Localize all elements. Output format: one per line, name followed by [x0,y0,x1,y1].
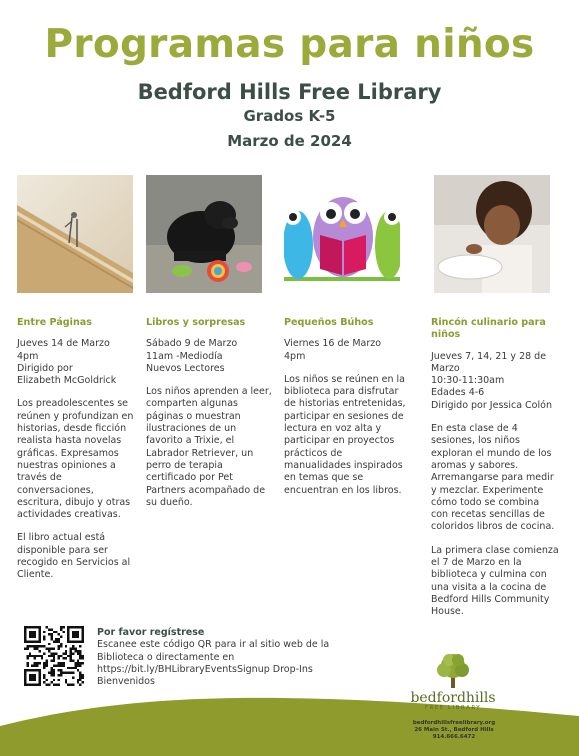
program-libros-y-sorpresas [146,317,272,520]
contact-info [405,720,503,741]
owls-reading-illustration [284,175,400,293]
program-detail: Jueves 14 de Marzo [17,338,110,350]
program-pequenos-buhos [284,317,412,508]
program-description: El libro actual está disponible para ser recogido en Servicios al Cliente. [17,532,131,581]
program-rincon-culinario [431,317,559,630]
address: 26 Main St., Bedford Hills [414,727,494,733]
program-entre-paginas [17,317,137,593]
child-cooking-photo [434,175,550,293]
library-brand [405,690,501,711]
program-detail: 11am -Mediodía [146,350,223,362]
program-detail: Dirigido por [17,362,73,374]
month-label: Marzo de 2024 [227,132,352,150]
program-description: Los niños aprenden a leer, comparten algunas páginas o muestran ilustraciones de un favorito a Trixie, el Labrador Retriever, un perro de terapia certificado por Pet Partners acompañado de su dueño. [146,386,272,508]
program-description: En esta clase de 4 sesiones, los niños exploran el mundo de los aromas y sabores. Arremangarse para medir y mezclar. Experimente cómo todo se combina con recetas sencillas de coloridos libros de cocina. [431,423,555,533]
program-description: La primera clase comienza el 7 de Marzo en la biblioteca y culmina con una visita a la cocina de Bedford Hills Community House. [431,544,559,618]
page-title: Programas para niños [44,22,535,67]
program-detail: Elizabeth McGoldrick [17,375,117,387]
program-description: Los niños se reúnen en la biblioteca para disfrutar de historias entretenidas, participar en sesiones de lectura en voz alta y participar en proyectos prácticos de manualidades inspirados en temas que se encuentran en los libros. [284,373,406,496]
registration-text: Escanee este código QR para ir al sitio web de la Biblioteca o directamente en https://bit.ly/BHLibraryEventsSignup Drop-Ins Bienvenidos [97,639,330,688]
program-title: Entre Páginas [17,317,92,328]
program-description: Los preadolescentes se reúnen y profundizan en historias, desde ficción realista hasta novelas gráficas. Expresamos nuestras opiniones a través de conversaciones, escritura, dibujo y otras actividades creativas. [17,398,134,521]
brand-sub: FREE LIBRARY [424,705,482,711]
program-title: Rincón culinario para niños [431,317,546,341]
program-detail: Sábado 9 de Marzo [146,338,238,350]
registration-block [97,627,337,688]
phone: 914.666.6472 [432,734,476,740]
program-detail: Viernes 16 de Marzo [284,338,382,350]
grades-label: Grados K-5 [243,107,336,125]
brand-name: bedfordhills [410,690,496,706]
program-detail: Jueves 7, 14, 21 y 28 de Marzo [431,350,547,374]
program-detail: 4pm [284,350,306,362]
registration-heading: Por favor regístrese [97,627,205,638]
website-link[interactable]: bedfordhillsfreelibrary.org [412,720,496,726]
book-figure-photo [17,175,133,293]
library-tree-logo [405,652,501,690]
program-title: Pequeños Búhos [284,317,374,328]
program-detail: Nuevos Lectores [146,362,225,374]
program-detail: 4pm [17,350,39,362]
program-title: Libros y sorpresas [146,317,246,328]
qr-code[interactable] [24,626,84,686]
program-detail: Dirigido por Jessica Colón [431,399,552,411]
black-labrador-photo [146,175,262,293]
program-detail: Edades 4-6 [431,387,485,399]
program-detail: 10:30-11:30am [431,375,505,387]
library-name: Bedford Hills Free Library [137,80,442,104]
